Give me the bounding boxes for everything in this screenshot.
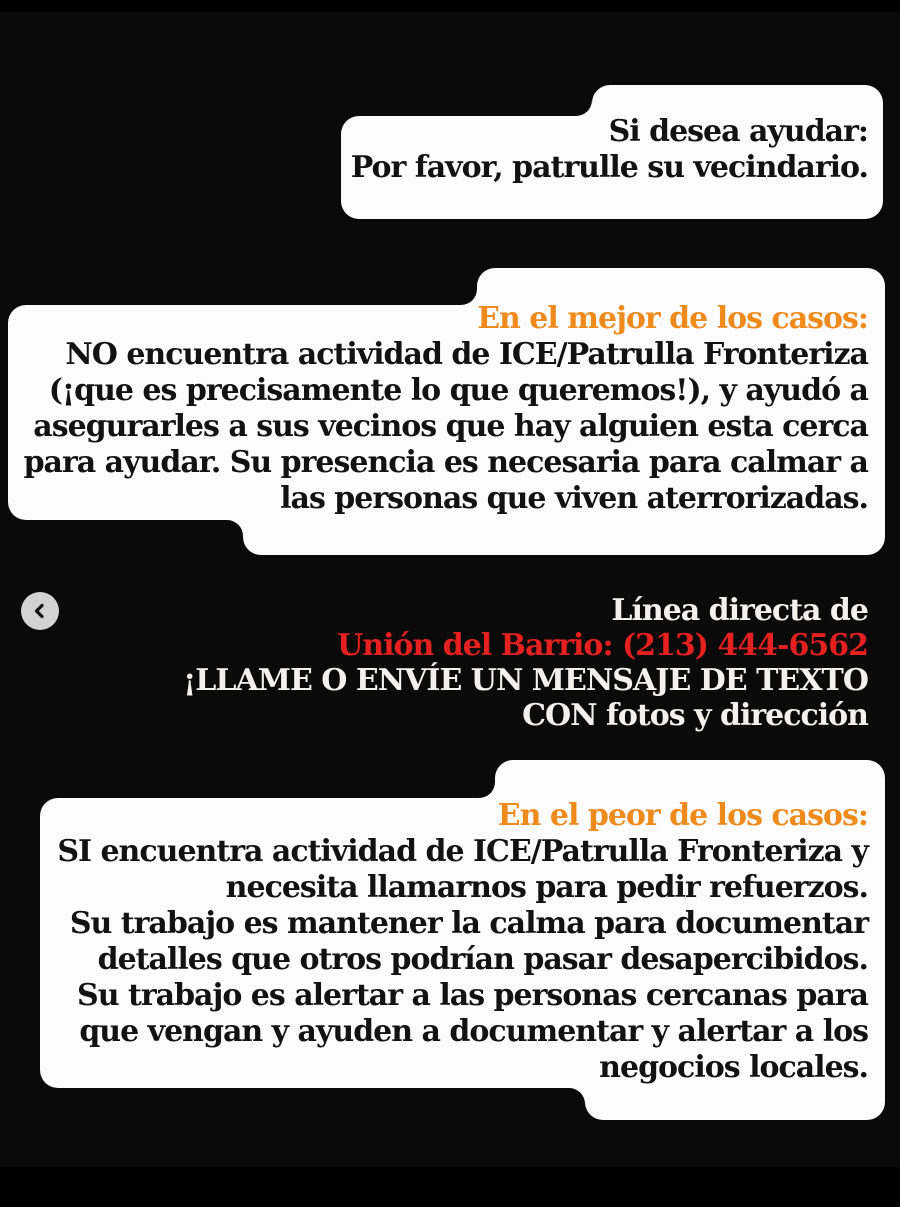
hotline-phone-number: Unión del Barrio: (213) 444-6562: [337, 628, 868, 663]
chevron-left-icon: [31, 602, 49, 620]
hotline-text-block: [183, 593, 868, 733]
text-line: NO encuentra actividad de ICE/Patrulla Fronteriza: [65, 337, 868, 372]
best-case-heading: En el mejor de los casos:: [477, 301, 868, 336]
text-line: Su trabajo es alertar a las personas cercanas para: [77, 978, 868, 1013]
text-line: CON fotos y dirección: [522, 698, 868, 733]
text-line: Si desea ayudar:: [608, 114, 868, 149]
text-line: Por favor, patrulle su vecindario.: [350, 150, 868, 185]
text-line: Línea directa de: [611, 593, 868, 628]
bottom-letterbox-bar: [0, 1167, 900, 1207]
speech-bubble-worst-top: [495, 760, 885, 801]
text-line: las personas que viven aterrorizadas.: [280, 481, 868, 516]
worst-case-text-block: [57, 798, 868, 1086]
help-text-block: [351, 114, 868, 186]
text-line: para ayudar. Su presencia es necesaria para calmar a: [23, 445, 868, 480]
carousel-previous-button[interactable]: [21, 592, 59, 630]
top-letterbox-bar: [0, 0, 900, 12]
text-line: que vengan y ayuden a documentar y alertar a los: [79, 1014, 868, 1049]
best-case-text-block: [24, 301, 868, 517]
worst-case-heading: En el peor de los casos:: [497, 798, 868, 833]
text-line: necesita llamarnos para pedir refuerzos.: [225, 870, 868, 905]
text-line: (¡que es precisamente lo que queremos!), y ayudó a: [48, 373, 868, 408]
speech-bubble-worst-bottom: [585, 1086, 885, 1120]
text-line: detalles que otros podrían pasar desapercibidos.: [97, 942, 868, 977]
text-line: Su trabajo es mantener la calma para documentar: [69, 906, 868, 941]
text-line: ¡LLAME O ENVÍE UN MENSAJE DE TEXTO: [183, 663, 868, 698]
text-line: negocios locales.: [599, 1050, 868, 1085]
speech-bubble-best-bottom: [243, 518, 885, 555]
text-line: SI encuentra actividad de ICE/Patrulla Fronteriza y: [57, 834, 868, 869]
text-line: asegurarles a sus vecinos que hay alguien esta cerca: [33, 409, 868, 444]
